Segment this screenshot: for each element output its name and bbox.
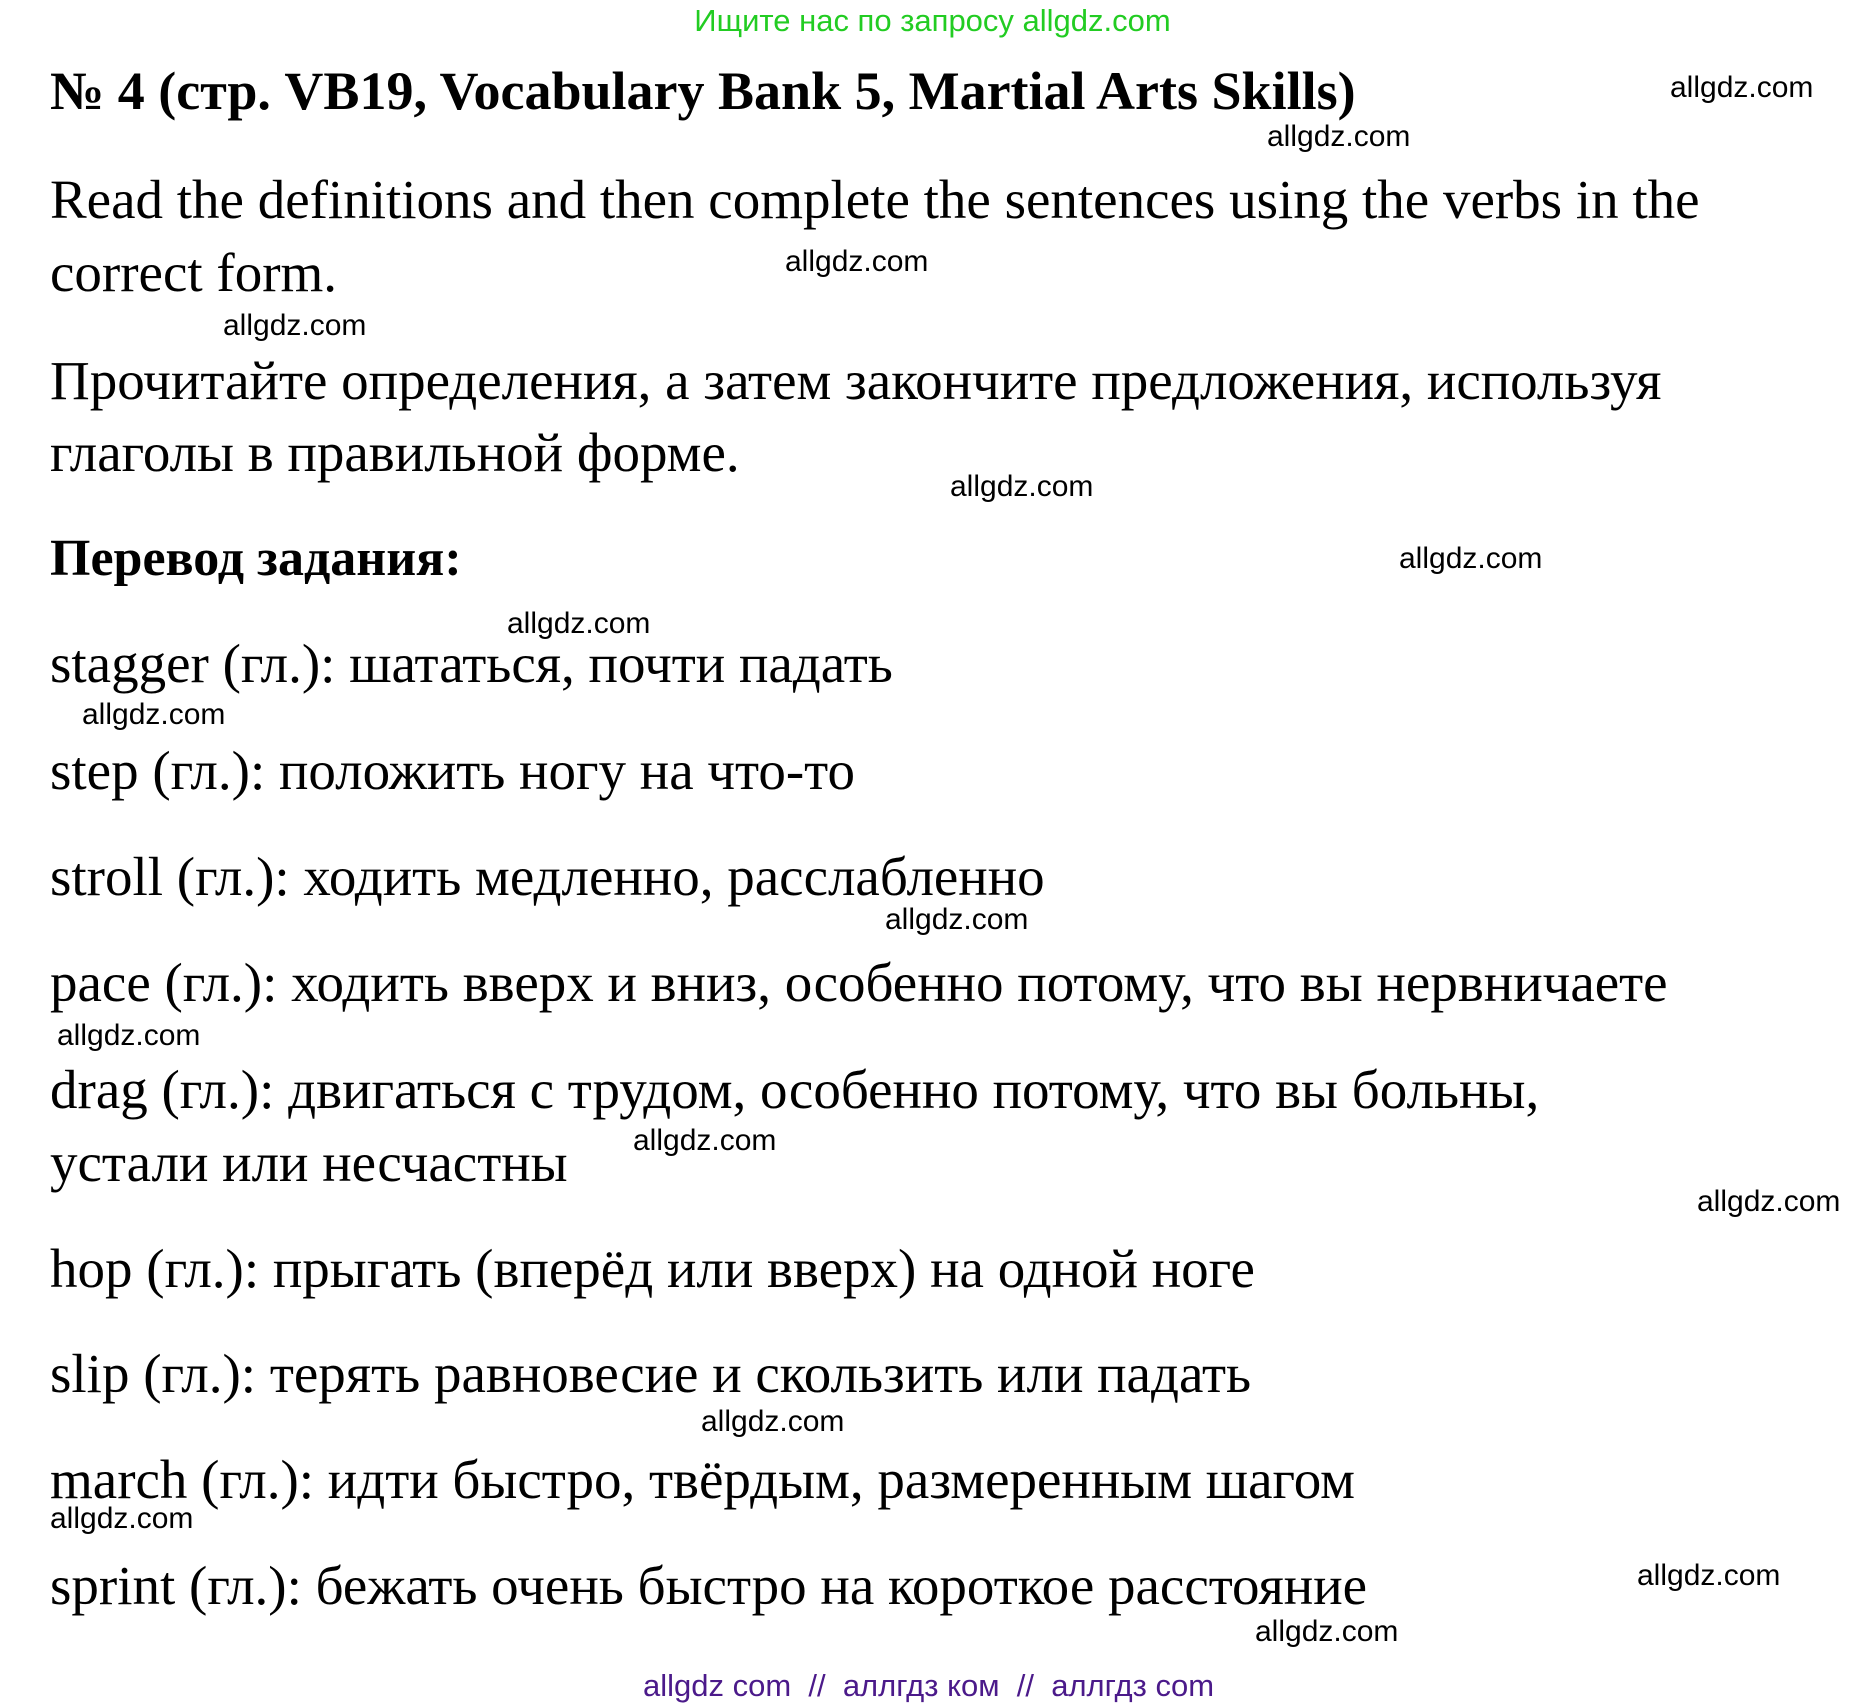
instruction-ru-line-1: Прочитайте определения, а затем закончите предложения, используя [50, 350, 1662, 411]
footer-links: allgdz com // аллгдз ком // аллгдз com [642, 1668, 1215, 1703]
translation-header: Перевод задания: [50, 530, 462, 587]
page-title: № 4 (стр. VB19, Vocabulary Bank 5, Martial Arts Skills) [50, 61, 1356, 121]
watermark: allgdz.com [1255, 1615, 1399, 1648]
watermark: allgdz.com [223, 309, 367, 342]
definition-item: sprint (гл.): бежать очень быстро на короткое расстояние [50, 1555, 1368, 1616]
definition-item: hop (гл.): прыгать (вперёд или вверх) на одной ноге [50, 1238, 1255, 1299]
watermark: allgdz.com [1399, 542, 1543, 575]
definition-item: slip (гл.): терять равновесие и скользить или падать [50, 1343, 1252, 1404]
definition-item: step (гл.): положить ногу на что-то [50, 740, 855, 801]
watermark: allgdz.com [785, 245, 929, 278]
instruction-en-line-1: Read the definitions and then complete the sentences using the verbs in the [50, 169, 1700, 230]
instruction-ru-line-2: глаголы в правильной форме. [50, 422, 740, 483]
definition-item: stagger (гл.): шататься, почти падать [50, 633, 893, 694]
definition-item: drag (гл.): двигаться с трудом, особенно потому, что вы больны, [50, 1059, 1540, 1120]
definition-item: stroll (гл.): ходить медленно, расслабленно [50, 846, 1045, 907]
watermark: allgdz.com [57, 1019, 201, 1052]
watermark: allgdz.com [950, 470, 1094, 503]
definition-item: pace (гл.): ходить вверх и вниз, особенно потому, что вы нервничаете [50, 952, 1668, 1013]
watermark: allgdz.com [633, 1124, 777, 1157]
definition-item: march (гл.): идти быстро, твёрдым, размеренным шагом [50, 1449, 1355, 1510]
watermark: allgdz.com [1267, 120, 1411, 153]
definition-item-continued: устали или несчастны [50, 1132, 568, 1193]
watermark: allgdz.com [885, 903, 1029, 936]
watermark: allgdz.com [50, 1502, 194, 1535]
search-banner: Ищите нас по запросу allgdz.com [694, 3, 1171, 38]
watermark: allgdz.com [701, 1405, 845, 1438]
watermark: allgdz.com [507, 607, 651, 640]
watermark: allgdz.com [1637, 1559, 1781, 1592]
watermark: allgdz.com [1670, 71, 1814, 104]
instruction-en-line-2: correct form. [50, 242, 338, 303]
watermark: allgdz.com [82, 698, 226, 731]
watermark: allgdz.com [1697, 1185, 1841, 1218]
